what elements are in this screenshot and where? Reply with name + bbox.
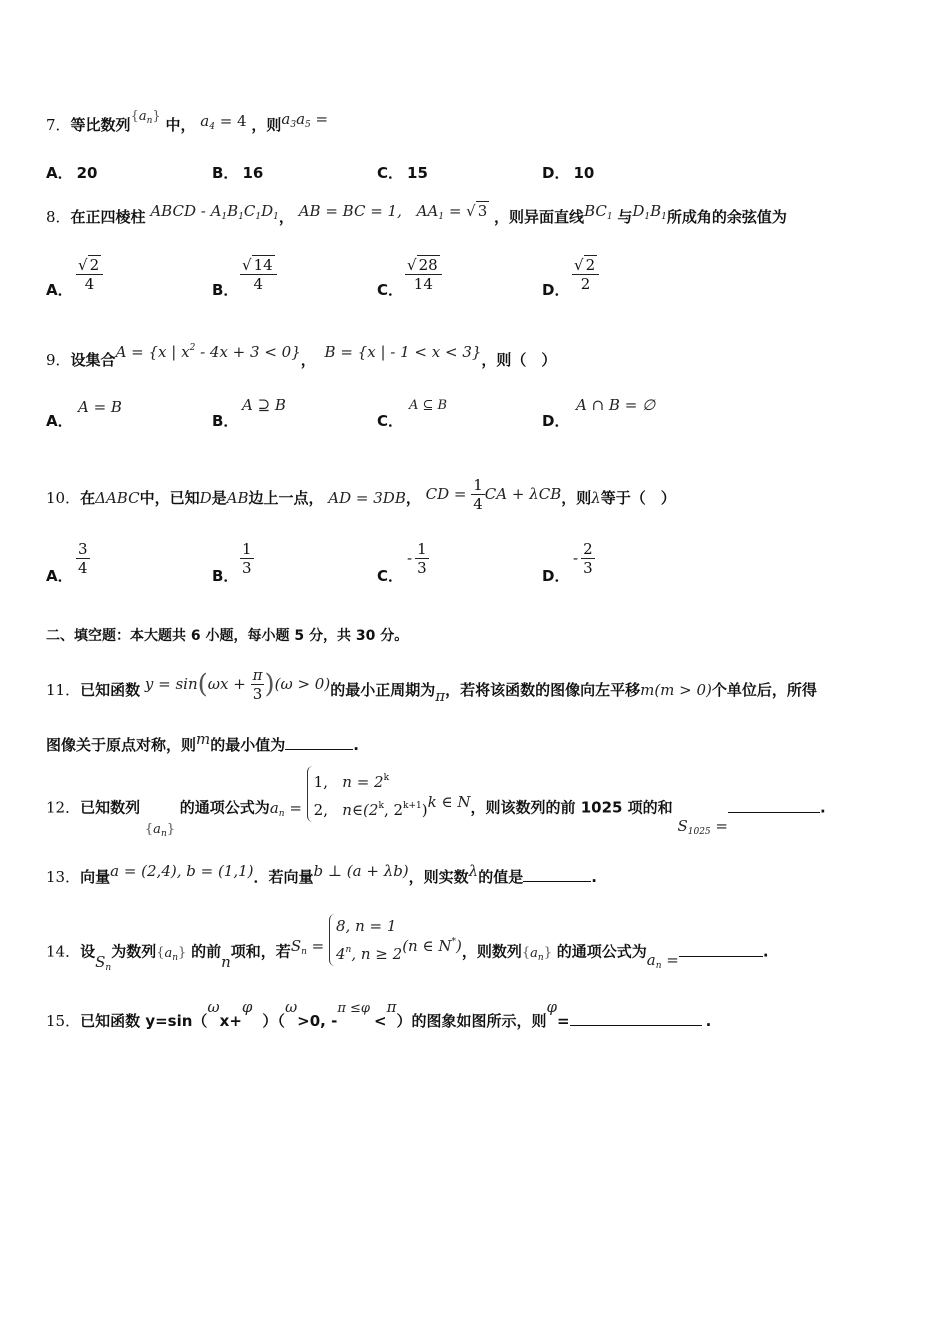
option-a[interactable]: A． 20 (46, 164, 98, 182)
option-d[interactable]: D． 10 (542, 164, 595, 182)
option-d[interactable]: D． (542, 567, 570, 585)
math-set-a: A = {x | $x^2 - 4x + 3 < 0$} (115, 343, 301, 361)
question-text: 的通项公式为 (556, 942, 647, 961)
question-text: ，则数列 (461, 942, 522, 961)
question-text: ，则实数 (408, 868, 469, 886)
math-omega: ω (284, 998, 298, 1016)
question-14: 14．设$S_n$为数列$\{a_n\}$ 的前n项和，若$S_n$ = 8, n = 1 4$^n$, n ≥ 2 (n ∈ N*)，则数列$\{a_n\}$ 的通项公式为$a_n$ = . (46, 938, 769, 966)
question-text: ，则 (251, 116, 282, 134)
question-text: 等于（ ） (600, 489, 676, 507)
option-c-value: $\frac{√ 28}{14}$ (405, 256, 442, 293)
question-number: 8． (46, 208, 71, 226)
option-b-value: $\frac{1}{3}$ (242, 540, 252, 577)
question-number: 15． (46, 1012, 81, 1030)
question-number: 10． (46, 489, 81, 507)
question-text: 个单位后，所得 (711, 681, 817, 699)
question-13: 13．向量a = (2,4), b = (1,1)．若向量b ⊥ (a + λb)，则实数λ的值是 . (46, 862, 597, 886)
math-vectors: a = (2,4), b = (1,1) (110, 862, 254, 880)
option-a-value: $\frac{√ 2}{4}$ (76, 256, 103, 293)
math-function: y = sin(ωx + $\frac{\pi}{3}$ )(ω > 0) (144, 666, 331, 703)
math-seq: $a_n$ (138, 109, 153, 126)
question-15: 15．已知函数 y=sin（ωx+φ）（ω>0, -π ≤φ<π）的图象如图所示，则φ= . (46, 998, 712, 1030)
piecewise-definition: 8, n = 1 4$^n$, n ≥ 2 (329, 914, 402, 966)
math-a3a5: $a_3a_5$ = (281, 110, 329, 130)
question-number: 13． (46, 868, 81, 886)
math-sn: $S_n$ (95, 952, 112, 973)
math-cond2: $AA_1$ = √ 3 (416, 202, 488, 222)
option-d-value: $\frac{√ 2}{2}$ (572, 256, 599, 293)
question-text: 设集合 (70, 351, 116, 369)
math-phi: φ (546, 998, 557, 1016)
question-9: 9．设集合A = {x | $x^2 - 4x + 3 < 0$}， B = {x | - 1 < x < 3}，则（ ） (46, 343, 557, 369)
section-header: 二、填空题：本大题共 6 小题，每小题 5 分，共 30 分。 (46, 628, 409, 644)
option-c-value: - $\frac{1}{3}$ (407, 540, 427, 577)
option-a-value: A = B (78, 398, 122, 416)
question-12: 12．已知数列 $\{a_n\}$ 的通项公式为$a_n$ = 1, $n = 2^k$ 2, n∈(2$^k$, $2^{k+1}$) k ∈ N，则该数列的前 1025 项的和 $S_{1025}$ =. (46, 794, 826, 822)
question-text: 已知数列 (80, 798, 141, 817)
math-sn2: $S_n$ = (290, 936, 329, 957)
question-11-line-2: 图像关于原点对称，则m的最小值为 . (46, 730, 359, 754)
option-a[interactable]: A． (46, 281, 73, 299)
math-n: n (221, 952, 231, 971)
option-c[interactable]: C． (377, 567, 404, 585)
option-c[interactable]: C． (377, 412, 404, 430)
answer-blank[interactable] (285, 735, 353, 750)
math-segment: AB (226, 489, 249, 507)
question-text: ，则（ ） (481, 351, 557, 369)
question-text: 已知函数 (80, 681, 141, 699)
question-text: ．若向量 (253, 868, 314, 886)
math-a4: $a_4 = 4$ (200, 112, 247, 132)
piecewise-definition: 1, $n = 2^k$ 2, n∈(2$^k$, $2^{k+1}$) (307, 766, 428, 822)
math-lambda: λ (591, 489, 601, 507)
question-number: 12． (46, 798, 81, 817)
math-period: π (435, 687, 446, 705)
question-text: 的最小正周期为 (330, 681, 436, 699)
option-b[interactable]: B． (212, 412, 239, 430)
math-lambda: λ (468, 862, 479, 880)
question-number: 7． (46, 116, 71, 134)
question-8: 8．在正四棱柱 ABCD - $A_1B_1C_1D_1$， AB = BC = 1, $AA_1$ = √ 3 ，则异面直线$BC_1$ 与$D_1B_1$所成角的余弦值为 (46, 202, 787, 226)
option-c[interactable]: C． (377, 281, 404, 299)
question-text: ，若将该函数的图像向左平移 (445, 681, 641, 699)
math-ncond: (n ∈ N*) (402, 936, 462, 955)
math-cond1: AB = BC = 1, (298, 202, 402, 220)
question-text: 的前 (191, 942, 222, 961)
question-text: 的值是 (478, 868, 524, 886)
question-text: 为数列 (111, 942, 157, 961)
question-text: 的通项公式为 (179, 798, 270, 817)
math-perp: b ⊥ (a + λb) (313, 862, 409, 880)
option-b[interactable]: B． (212, 281, 239, 299)
math-triangle: ΔABC (95, 489, 140, 507)
option-d[interactable]: D． (542, 412, 570, 430)
math-omega: ω (207, 998, 220, 1016)
math-phi: φ (241, 998, 253, 1016)
math-point: D (199, 489, 212, 507)
option-b-value: A ⊇ B (242, 396, 286, 414)
math-pi: π (386, 998, 397, 1016)
math-shift: m (640, 681, 655, 699)
math-sum: $S_{1025}$ = (677, 816, 728, 837)
question-text: ，则异面直线 (494, 208, 585, 226)
math-d1b1: $D_1B_1$ (632, 202, 667, 222)
math-seq2: $a_n$ (530, 945, 544, 963)
math-var: m (196, 730, 211, 748)
math-an: $a_n$ = (646, 950, 679, 971)
question-text: 所成角的余弦值为 (666, 208, 787, 226)
question-text: 与 (617, 208, 633, 226)
math-k-cond: k ∈ N (427, 792, 471, 811)
question-text: 向量 (80, 868, 111, 886)
option-b[interactable]: B． 16 (212, 164, 264, 182)
answer-blank[interactable] (679, 942, 763, 957)
question-11: 11．已知函数 y = sin(ωx + $\frac{\pi}{3}$ )(ω > 0)的最小正周期为π，若将该函数的图像向左平移m(m > 0)个单位后，所得 (46, 666, 817, 705)
question-text: ，则 (561, 489, 592, 507)
option-a[interactable]: A． (46, 412, 73, 430)
option-d-value: A ∩ B = ∅ (576, 396, 656, 414)
math-seq: $a_n$ (164, 945, 179, 963)
answer-blank[interactable] (728, 798, 820, 813)
question-text: 图像关于原点对称，则 (46, 736, 197, 754)
option-c[interactable]: C． 15 (377, 164, 428, 182)
question-text: ）的图象如图所示，则 (396, 1012, 547, 1030)
question-text: 设 (80, 942, 96, 961)
option-a-value: $\frac{3}{4}$ (78, 540, 88, 577)
math-vector-eq: CD = $\frac{1}{4}$ CA + λCB (425, 476, 562, 513)
question-text: 边上一点， (248, 489, 324, 507)
answer-blank[interactable] (570, 1011, 702, 1026)
math-range: π ≤φ (337, 1001, 371, 1016)
question-number: 14． (46, 942, 81, 961)
question-7: 7．等比数列$\{a_n\}$ 中， $a_4 = 4$ ，则$a_3a_5$ = (46, 109, 329, 134)
question-number: 9． (46, 351, 71, 369)
question-text: 等比数列 (70, 116, 131, 134)
question-text: 在正四棱柱 (70, 208, 146, 226)
question-text: 中，已知 (139, 489, 200, 507)
option-d[interactable]: D． (542, 281, 570, 299)
option-d-value: - $\frac{2}{3}$ (573, 540, 593, 577)
option-b[interactable]: B． (212, 567, 239, 585)
question-10: 10．在ΔABC中，已知D是AB边上一点， AD = 3DB， CD = $\frac{1}{4}$ CA + λCB，则λ等于（ ） (46, 476, 676, 513)
question-text: 是 (211, 489, 227, 507)
math-ratio: AD = 3DB (328, 489, 406, 507)
question-text: 在 (80, 489, 96, 507)
math-set-b: B = {x | - 1 < x < 3} (324, 343, 482, 361)
option-b-value: $\frac{√ 14}{4}$ (240, 256, 277, 293)
question-text: 项和，若 (230, 942, 291, 961)
math-seq: $\{a_n\}$ (144, 821, 176, 839)
question-text: 已知函数 y=sin（ (80, 1012, 208, 1030)
question-text: 中， (165, 116, 196, 134)
math-an: $a_n$ = (269, 798, 307, 819)
question-number: 11． (46, 681, 81, 699)
option-c-value: A ⊆ B (409, 398, 448, 413)
answer-blank[interactable] (523, 867, 591, 882)
math-prism: ABCD - $A_1B_1C_1D_1$ (150, 202, 279, 222)
math-bc1: $BC_1$ (584, 202, 613, 222)
question-text: ，则该数列的前 1025 项的和 (470, 798, 673, 817)
option-a[interactable]: A． (46, 567, 73, 585)
question-text: 的最小值为 (210, 736, 286, 754)
